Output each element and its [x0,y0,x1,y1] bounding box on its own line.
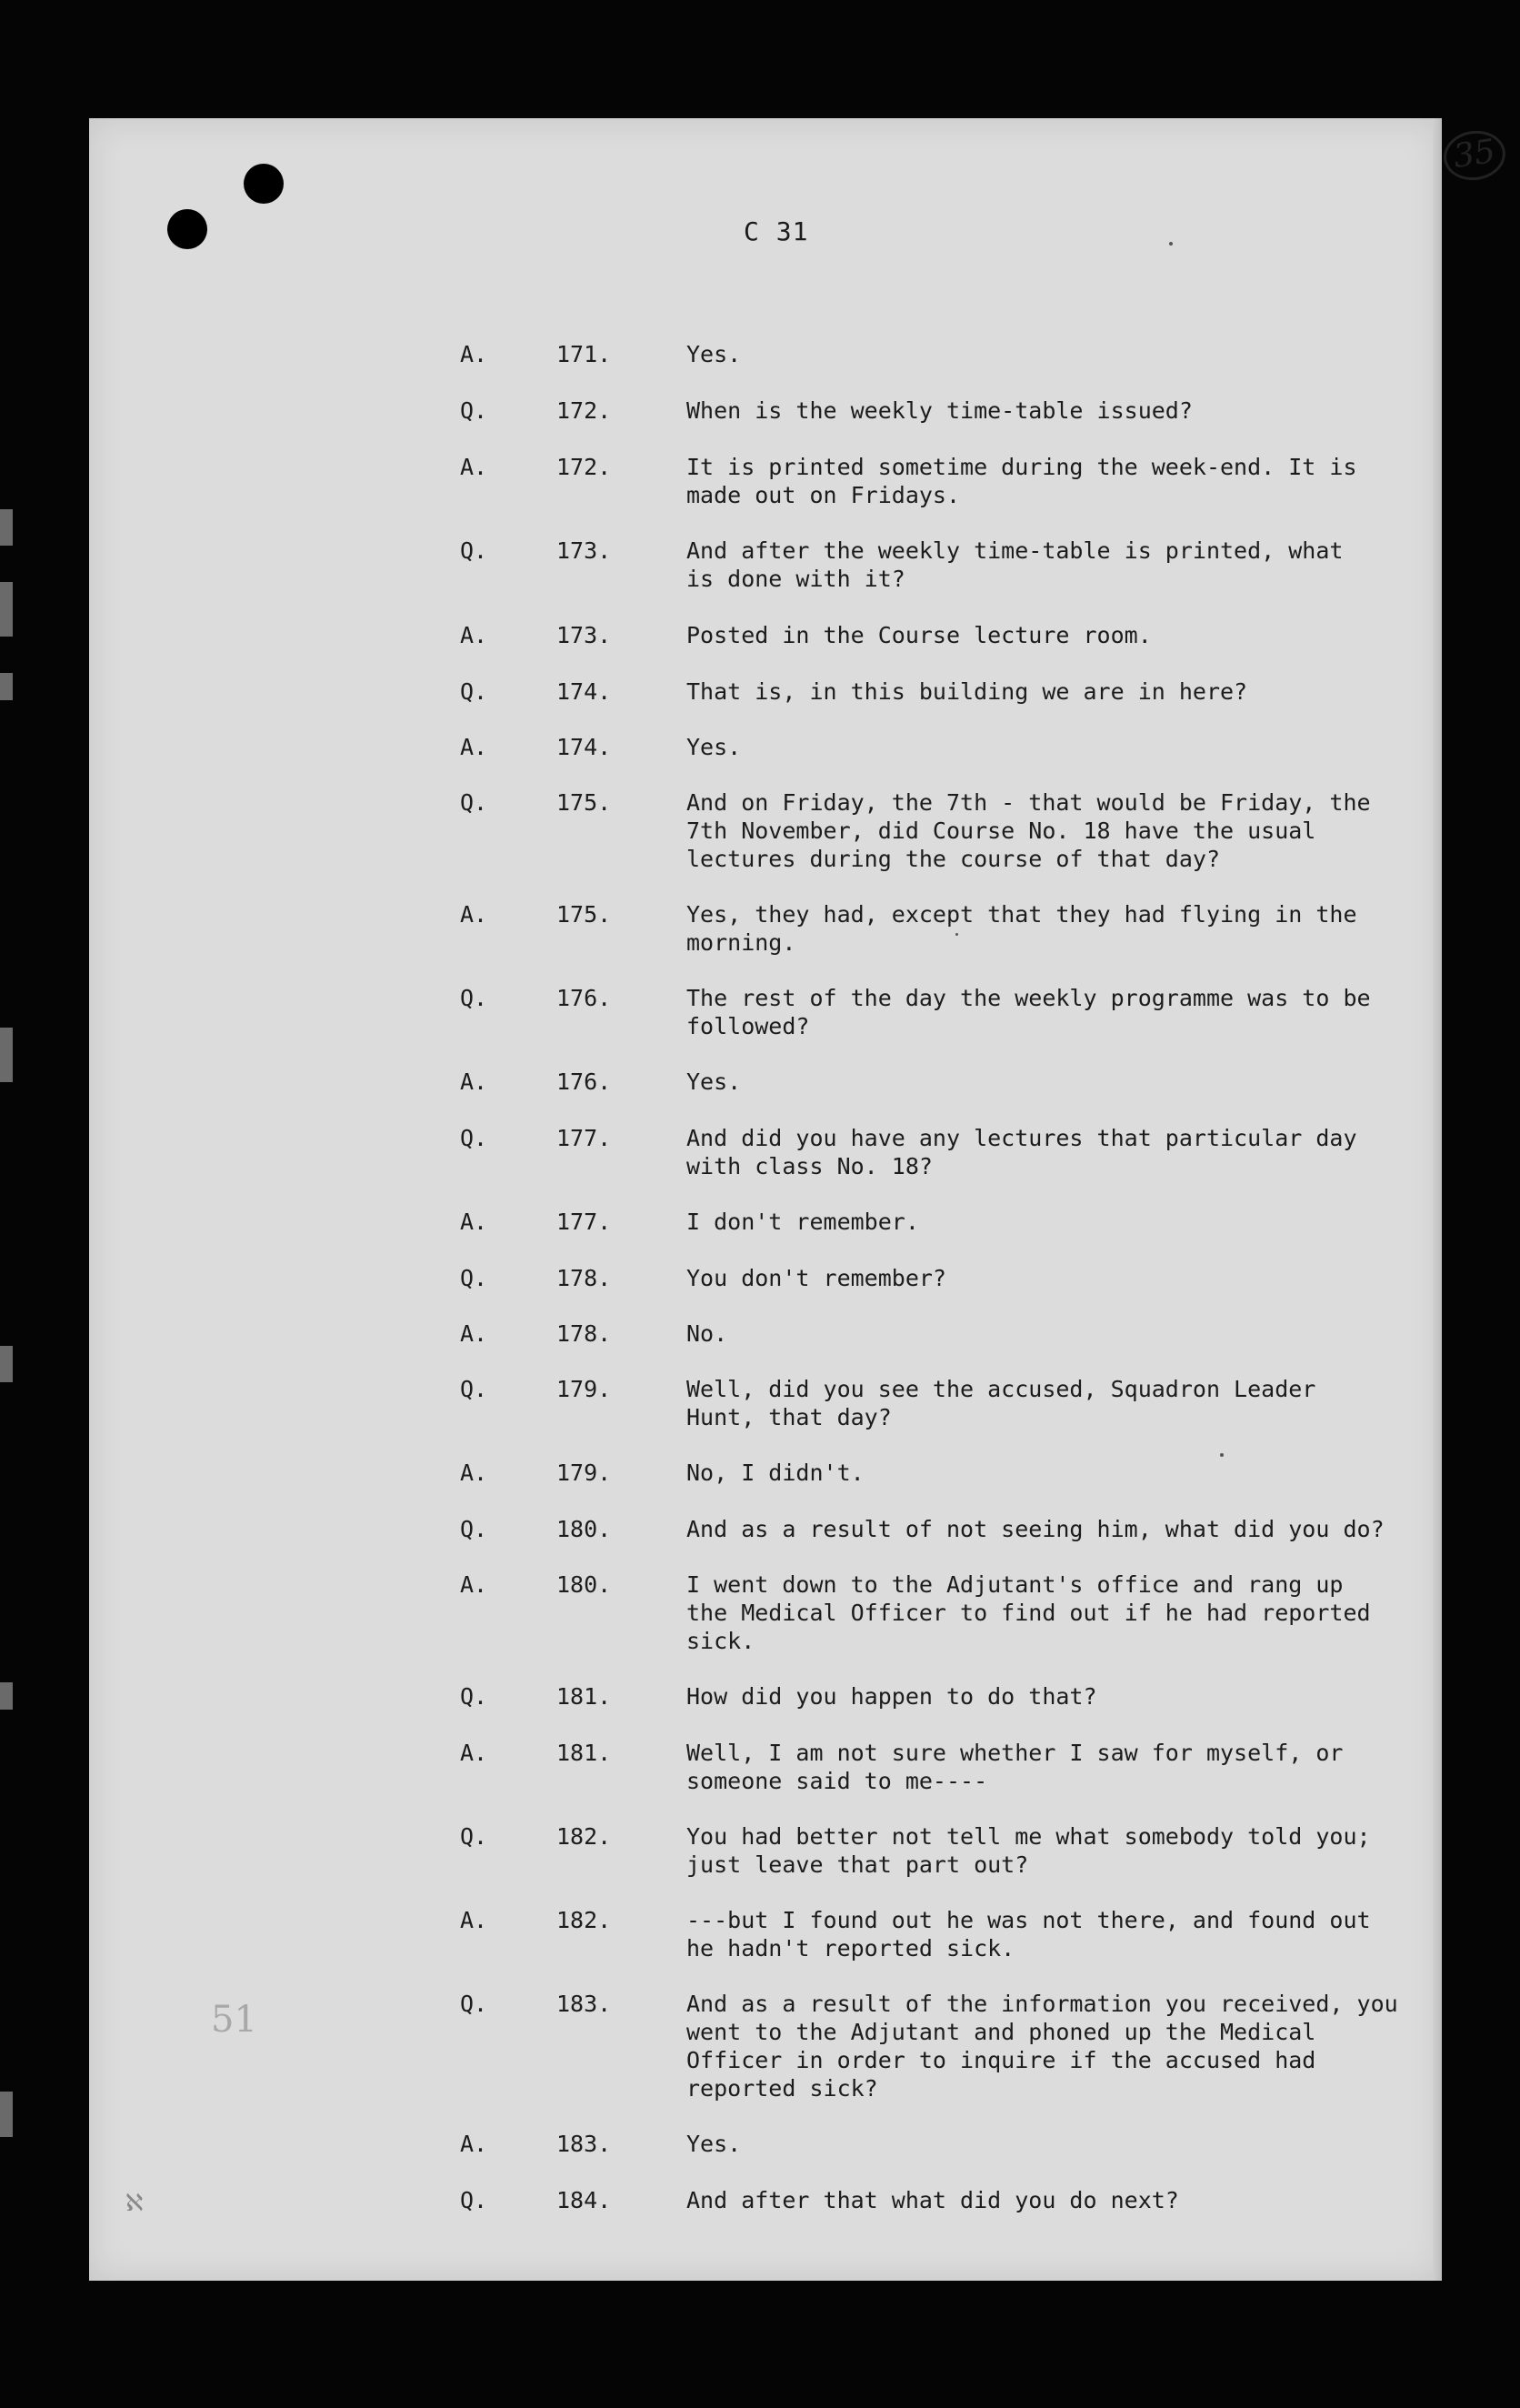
entry-text: I went down to the Adjutant's office and rang up the Medical Officer to find out if he had reported sick. [686,1571,1371,1654]
speaker-label: Q. [460,1516,488,1542]
entry-text: Yes, they had, except that they had flying in the morning. [686,901,1357,956]
speaker-label: Q. [460,789,488,816]
entry-text: Yes. [686,1069,742,1095]
entry-text: It is printed sometime during the week-end. It is made out on Fridays. [686,454,1357,508]
page-header: C 31 [744,216,809,246]
film-edge-mark [0,509,13,546]
entry-number: 182. [556,1907,612,1933]
entry-number: 180. [556,1571,612,1598]
entry-text: I don't remember. [686,1209,919,1235]
entry-text: No. [686,1320,728,1347]
entry-number: 183. [556,2131,612,2157]
entry-text: Yes. [686,341,742,367]
entry-text: And on Friday, the 7th - that would be Friday, the 7th November, did Course No. 18 have the usual lectures during the course of that day? [686,789,1371,872]
entry-text: No, I didn't. [686,1460,865,1486]
speaker-label: A. [460,1907,488,1933]
entry-text: Yes. [686,734,742,760]
entry-number: 174. [556,734,612,760]
speaker-label: Q. [460,985,488,1011]
entry-number: 178. [556,1320,612,1347]
speaker-label: A. [460,1571,488,1598]
speaker-label: A. [460,622,488,648]
entry-text: And as a result of the information you received, you went to the Adjutant and phoned up the Medical Officer in order to inquire if the accused had reported sick? [686,1991,1398,2102]
entry-text: You had better not tell me what somebody told you; just leave that part out? [686,1823,1371,1878]
entry-number: 178. [556,1265,612,1291]
speaker-label: Q. [460,678,488,705]
entry-number: 177. [556,1209,612,1235]
entry-text: Well, I am not sure whether I saw for myself, or someone said to me---- [686,1740,1344,1794]
speaker-label: Q. [460,2187,488,2213]
speaker-label: A. [460,1069,488,1095]
entry-number: 173. [556,622,612,648]
entry-text: That is, in this building we are in here? [686,678,1248,705]
film-edge-mark [0,673,13,700]
entry-number: 171. [556,341,612,367]
entry-number: 176. [556,1069,612,1095]
entry-number: 173. [556,537,612,564]
document-page [89,118,1498,2281]
film-edge-mark [0,1028,13,1082]
entry-text: Well, did you see the accused, Squadron Leader Hunt, that day? [686,1376,1316,1430]
speaker-label: A. [460,1740,488,1766]
speaker-label: A. [460,1209,488,1235]
entry-number: 177. [556,1125,612,1151]
entry-text: ---but I found out he was not there, and found out he hadn't reported sick. [686,1907,1371,1962]
entry-text: How did you happen to do that? [686,1683,1097,1710]
speaker-label: Q. [460,1125,488,1151]
speaker-label: Q. [460,397,488,424]
speaker-label: A. [460,1320,488,1347]
speaker-label: A. [460,454,488,480]
page-number-stamp: 35 [1441,127,1509,185]
entry-number: 179. [556,1376,612,1402]
speaker-label: A. [460,2131,488,2157]
margin-scribble: ℵ [125,2190,144,2217]
film-edge-mark [0,2092,13,2137]
entry-number: 181. [556,1740,612,1766]
film-edge-mark [0,582,13,637]
margin-page-number: 51 [211,1999,257,2041]
speaker-label: Q. [460,1376,488,1402]
speaker-label: Q. [460,537,488,564]
transcript [89,118,1442,2281]
speaker-label: A. [460,341,488,367]
entry-text: The rest of the day the weekly programme was to be followed? [686,985,1371,1039]
entry-text: And did you have any lectures that particular day with class No. 18? [686,1125,1357,1179]
entry-number: 176. [556,985,612,1011]
entry-number: 180. [556,1516,612,1542]
entry-number: 183. [556,1991,612,2017]
entry-number: 175. [556,901,612,928]
speaker-label: Q. [460,1683,488,1710]
entry-text: And after the weekly time-table is printed, what is done with it? [686,537,1344,592]
entry-number: 172. [556,454,612,480]
entry-text: And after that what did you do next? [686,2187,1179,2213]
entry-text: And as a result of not seeing him, what did you do? [686,1516,1385,1542]
entry-number: 184. [556,2187,612,2213]
entry-number: 172. [556,397,612,424]
speaker-label: Q. [460,1991,488,2017]
entry-number: 182. [556,1823,612,1850]
entry-text: When is the weekly time-table issued? [686,397,1193,424]
entry-number: 174. [556,678,612,705]
entry-text: Posted in the Course lecture room. [686,622,1152,648]
film-edge-mark [0,1346,13,1382]
entry-text: Yes. [686,2131,742,2157]
film-edge-mark [0,1682,13,1710]
entry-number: 175. [556,789,612,816]
speaker-label: Q. [460,1823,488,1850]
entry-number: 179. [556,1460,612,1486]
entry-number: 181. [556,1683,612,1710]
entry-text: You don't remember? [686,1265,946,1291]
speaker-label: Q. [460,1265,488,1291]
speaker-label: A. [460,1460,488,1486]
speaker-label: A. [460,734,488,760]
speaker-label: A. [460,901,488,928]
